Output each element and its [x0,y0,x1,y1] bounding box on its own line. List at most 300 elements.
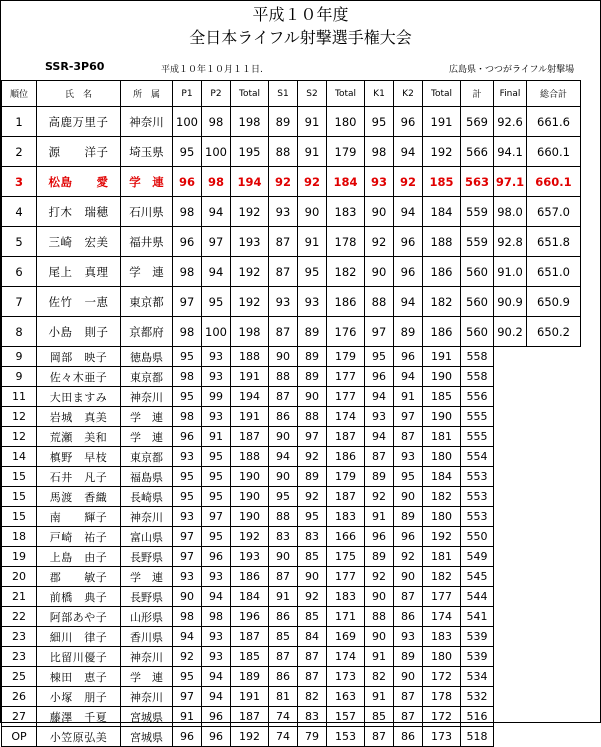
k2-cell: 87 [394,587,423,607]
s2-cell: 91 [298,107,327,137]
k1-cell: 88 [365,607,394,627]
empty-cell [494,527,527,547]
p1-cell: 91 [173,707,202,727]
k1-cell: 90 [365,197,394,227]
empty-cell [494,407,527,427]
prone-total-cell: 196 [231,607,269,627]
grand-total-cell: 651.8 [527,227,581,257]
sum-cell: 539 [461,627,494,647]
sum-cell: 560 [461,287,494,317]
column-header: 氏 名 [37,81,121,107]
s2-cell: 91 [298,137,327,167]
s2-cell: 95 [298,507,327,527]
name-cell: 源 洋子 [37,137,121,167]
column-header: S1 [269,81,298,107]
final-cell: 90.2 [494,317,527,347]
name-cell: 岡部 映子 [37,347,121,367]
sum-cell: 553 [461,467,494,487]
s2-cell: 87 [298,647,327,667]
table-row [2,227,581,257]
k1-cell: 97 [365,317,394,347]
p1-cell: 95 [173,667,202,687]
p2-cell: 95 [202,487,231,507]
p1-cell: 93 [173,567,202,587]
kneeling-total-cell: 182 [423,287,461,317]
prone-total-cell: 198 [231,107,269,137]
s1-cell: 88 [269,137,298,167]
kneeling-total-cell: 190 [423,407,461,427]
rank-cell: 6 [2,257,37,287]
rank-cell: 18 [2,527,37,547]
k2-cell: 90 [394,487,423,507]
k2-cell: 96 [394,527,423,547]
final-cell: 91.0 [494,257,527,287]
team-cell: 石川県 [121,197,173,227]
table-row [2,137,581,167]
name-cell: 佐々木亜子 [37,367,121,387]
rank-cell: 20 [2,567,37,587]
s2-cell: 92 [298,167,327,197]
empty-cell [494,587,527,607]
s1-cell: 90 [269,347,298,367]
team-cell: 長野県 [121,587,173,607]
column-header: 所 属 [121,81,173,107]
s1-cell: 87 [269,227,298,257]
s1-cell: 74 [269,727,298,747]
rank-cell: 3 [2,167,37,197]
p2-cell: 96 [202,547,231,567]
kneeling-total-cell: 186 [423,257,461,287]
k1-cell: 93 [365,167,394,197]
p2-cell: 96 [202,707,231,727]
empty-cell [527,687,581,707]
grand-total-cell: 650.2 [527,317,581,347]
prone-total-cell: 193 [231,227,269,257]
standing-total-cell: 175 [327,547,365,567]
p2-cell: 95 [202,447,231,467]
s1-cell: 81 [269,687,298,707]
name-cell: 阿部あや子 [37,607,121,627]
sum-cell: 566 [461,137,494,167]
p2-cell: 96 [202,727,231,747]
name-cell: 比留川優子 [37,647,121,667]
k2-cell: 96 [394,347,423,367]
p1-cell: 98 [173,197,202,227]
column-header: 順位 [2,81,37,107]
p1-cell: 95 [173,387,202,407]
name-cell: 岩城 真美 [37,407,121,427]
rank-cell: 26 [2,687,37,707]
p2-cell: 94 [202,687,231,707]
team-cell: 富山県 [121,527,173,547]
s1-cell: 86 [269,667,298,687]
k2-cell: 89 [394,317,423,347]
rank-cell: 12 [2,427,37,447]
kneeling-total-cell: 184 [423,467,461,487]
name-cell: 小塚 朋子 [37,687,121,707]
k2-cell: 94 [394,137,423,167]
kneeling-total-cell: 192 [423,527,461,547]
k1-cell: 87 [365,447,394,467]
standing-total-cell: 166 [327,527,365,547]
prone-total-cell: 192 [231,527,269,547]
table-row [2,387,581,407]
k1-cell: 85 [365,707,394,727]
rank-cell: OP [2,727,37,747]
s2-cell: 95 [298,257,327,287]
k1-cell: 93 [365,407,394,427]
grand-total-cell: 650.9 [527,287,581,317]
k2-cell: 90 [394,667,423,687]
p2-cell: 97 [202,227,231,257]
sum-cell: 550 [461,527,494,547]
name-cell: 小笠原弘美 [37,727,121,747]
k1-cell: 90 [365,627,394,647]
p1-cell: 98 [173,257,202,287]
k1-cell: 98 [365,137,394,167]
grand-total-cell: 660.1 [527,167,581,197]
team-cell: 学 連 [121,407,173,427]
p1-cell: 98 [173,317,202,347]
p1-cell: 98 [173,607,202,627]
name-cell: 郡 敏子 [37,567,121,587]
kneeling-total-cell: 183 [423,627,461,647]
rank-cell: 15 [2,487,37,507]
empty-cell [494,567,527,587]
sum-cell: 541 [461,607,494,627]
s2-cell: 85 [298,607,327,627]
team-cell: 東京都 [121,447,173,467]
rank-cell: 5 [2,227,37,257]
k1-cell: 92 [365,487,394,507]
sum-cell: 563 [461,167,494,197]
team-cell: 神奈川 [121,647,173,667]
k1-cell: 90 [365,587,394,607]
prone-total-cell: 192 [231,257,269,287]
header-row [2,81,581,107]
team-cell: 福島県 [121,467,173,487]
p1-cell: 98 [173,407,202,427]
empty-cell [494,547,527,567]
prone-total-cell: 187 [231,427,269,447]
table-row [2,647,581,667]
column-header: P1 [173,81,202,107]
k1-cell: 95 [365,347,394,367]
s1-cell: 90 [269,427,298,447]
final-cell: 97.1 [494,167,527,197]
prone-total-cell: 188 [231,447,269,467]
standing-total-cell: 187 [327,487,365,507]
k2-cell: 94 [394,287,423,317]
p1-cell: 97 [173,527,202,547]
p2-cell: 100 [202,317,231,347]
p1-cell: 97 [173,687,202,707]
standing-total-cell: 183 [327,507,365,527]
kneeling-total-cell: 180 [423,647,461,667]
table-row [2,367,581,387]
sum-cell: 518 [461,727,494,747]
empty-cell [494,687,527,707]
standing-total-cell: 176 [327,317,365,347]
team-cell: 学 連 [121,257,173,287]
rank-cell: 22 [2,607,37,627]
s1-cell: 87 [269,257,298,287]
k2-cell: 93 [394,627,423,647]
p1-cell: 95 [173,487,202,507]
team-cell: 学 連 [121,167,173,197]
standing-total-cell: 178 [327,227,365,257]
prone-total-cell: 191 [231,687,269,707]
kneeling-total-cell: 180 [423,507,461,527]
grand-total-cell: 661.6 [527,107,581,137]
sum-cell: 559 [461,227,494,257]
table-row [2,547,581,567]
s1-cell: 93 [269,287,298,317]
prone-total-cell: 189 [231,667,269,687]
kneeling-total-cell: 181 [423,547,461,567]
column-header: 総合計 [527,81,581,107]
table-row [2,567,581,587]
p2-cell: 95 [202,287,231,317]
empty-cell [494,627,527,647]
s2-cell: 92 [298,487,327,507]
team-cell: 宮城県 [121,707,173,727]
prone-total-cell: 190 [231,467,269,487]
name-cell: 藤澤 千夏 [37,707,121,727]
prone-total-cell: 194 [231,167,269,197]
k2-cell: 89 [394,647,423,667]
column-header: Total [231,81,269,107]
prone-total-cell: 192 [231,287,269,317]
prone-total-cell: 185 [231,647,269,667]
s2-cell: 82 [298,687,327,707]
table-row [2,197,581,227]
team-cell: 学 連 [121,427,173,447]
document-title: 平成１０年度 [252,5,349,24]
sum-cell: 555 [461,407,494,427]
p2-cell: 95 [202,527,231,547]
standing-total-cell: 177 [327,387,365,407]
p2-cell: 93 [202,367,231,387]
empty-cell [494,507,527,527]
rank-cell: 1 [2,107,37,137]
s2-cell: 89 [298,347,327,367]
p2-cell: 93 [202,347,231,367]
s1-cell: 87 [269,387,298,407]
sum-cell: 558 [461,347,494,367]
column-header: K1 [365,81,394,107]
p1-cell: 93 [173,507,202,527]
p2-cell: 94 [202,587,231,607]
table-row [2,467,581,487]
prone-total-cell: 190 [231,507,269,527]
p1-cell: 92 [173,647,202,667]
k2-cell: 87 [394,707,423,727]
s1-cell: 90 [269,547,298,567]
team-cell: 学 連 [121,667,173,687]
sum-cell: 560 [461,317,494,347]
table-row [2,427,581,447]
name-cell: 戸崎 祐子 [37,527,121,547]
k1-cell: 96 [365,527,394,547]
sum-cell: 534 [461,667,494,687]
rank-cell: 23 [2,627,37,647]
standing-total-cell: 183 [327,197,365,227]
standing-total-cell: 179 [327,137,365,167]
p2-cell: 98 [202,107,231,137]
empty-cell [527,387,581,407]
name-cell: 松島 愛 [37,167,121,197]
team-cell: 東京都 [121,367,173,387]
empty-cell [527,727,581,747]
p1-cell: 97 [173,287,202,317]
table-row [2,687,581,707]
empty-cell [527,587,581,607]
p2-cell: 98 [202,167,231,197]
rank-cell: 15 [2,507,37,527]
p1-cell: 94 [173,627,202,647]
final-cell: 90.9 [494,287,527,317]
s2-cell: 89 [298,367,327,387]
k1-cell: 91 [365,687,394,707]
k1-cell: 90 [365,257,394,287]
s1-cell: 86 [269,407,298,427]
standing-total-cell: 153 [327,727,365,747]
team-cell: 福井県 [121,227,173,257]
p1-cell: 98 [173,367,202,387]
p2-cell: 99 [202,387,231,407]
k1-cell: 89 [365,547,394,567]
sum-cell: 556 [461,387,494,407]
column-header: S2 [298,81,327,107]
column-header: Total [327,81,365,107]
rank-cell: 23 [2,647,37,667]
final-cell: 92.8 [494,227,527,257]
table-row [2,527,581,547]
k2-cell: 89 [394,507,423,527]
standing-total-cell: 184 [327,167,365,197]
team-cell: 香川県 [121,627,173,647]
k2-cell: 87 [394,687,423,707]
rank-cell: 2 [2,137,37,167]
sum-cell: 560 [461,257,494,287]
p2-cell: 93 [202,627,231,647]
k2-cell: 96 [394,107,423,137]
p2-cell: 93 [202,647,231,667]
p1-cell: 95 [173,137,202,167]
k2-cell: 97 [394,407,423,427]
empty-cell [527,527,581,547]
empty-cell [527,627,581,647]
standing-total-cell: 173 [327,667,365,687]
p1-cell: 95 [173,347,202,367]
empty-cell [527,507,581,527]
empty-cell [527,447,581,467]
s2-cell: 90 [298,567,327,587]
table-row [2,107,581,137]
table-row [2,487,581,507]
table-row [2,167,581,197]
s2-cell: 89 [298,317,327,347]
name-cell: 荒瀬 美和 [37,427,121,447]
rank-cell: 4 [2,197,37,227]
name-cell: 三崎 宏美 [37,227,121,257]
p1-cell: 96 [173,227,202,257]
name-cell: 高鹿万里子 [37,107,121,137]
team-cell: 長野県 [121,547,173,567]
k1-cell: 87 [365,727,394,747]
kneeling-total-cell: 186 [423,317,461,347]
standing-total-cell: 171 [327,607,365,627]
rank-cell: 19 [2,547,37,567]
empty-cell [494,667,527,687]
k2-cell: 92 [394,547,423,567]
kneeling-total-cell: 182 [423,567,461,587]
empty-cell [527,427,581,447]
event-code: SSR-3P60 [45,60,105,73]
rank-cell: 8 [2,317,37,347]
rank-cell: 15 [2,467,37,487]
final-cell: 94.1 [494,137,527,167]
sum-cell: 555 [461,427,494,447]
empty-cell [494,487,527,507]
sum-cell: 553 [461,487,494,507]
prone-total-cell: 192 [231,727,269,747]
empty-cell [494,647,527,667]
kneeling-total-cell: 181 [423,427,461,447]
s2-cell: 92 [298,587,327,607]
grand-total-cell: 651.0 [527,257,581,287]
prone-total-cell: 195 [231,137,269,167]
s2-cell: 91 [298,227,327,257]
p1-cell: 95 [173,467,202,487]
s1-cell: 87 [269,317,298,347]
prone-total-cell: 193 [231,547,269,567]
empty-cell [527,467,581,487]
team-cell: 学 連 [121,567,173,587]
sum-cell: 516 [461,707,494,727]
s2-cell: 88 [298,407,327,427]
prone-total-cell: 188 [231,347,269,367]
team-cell: 東京都 [121,287,173,317]
k2-cell: 92 [394,167,423,197]
results-table [1,80,581,747]
empty-cell [494,607,527,627]
empty-cell [494,367,527,387]
kneeling-total-cell: 185 [423,387,461,407]
s1-cell: 86 [269,607,298,627]
name-cell: 打木 瑞穂 [37,197,121,227]
k1-cell: 82 [365,667,394,687]
empty-cell [494,427,527,447]
event-date: 平成１０年１０月１１日. [161,65,263,75]
rank-cell: 25 [2,667,37,687]
standing-total-cell: 169 [327,627,365,647]
p2-cell: 100 [202,137,231,167]
final-cell: 98.0 [494,197,527,227]
p2-cell: 94 [202,667,231,687]
s1-cell: 85 [269,627,298,647]
sum-cell: 553 [461,507,494,527]
standing-total-cell: 183 [327,587,365,607]
table-row [2,667,581,687]
k1-cell: 89 [365,467,394,487]
name-cell: 槙野 早枝 [37,447,121,467]
column-header: Total [423,81,461,107]
empty-cell [527,667,581,687]
name-cell: 尾上 真理 [37,257,121,287]
prone-total-cell: 187 [231,707,269,727]
